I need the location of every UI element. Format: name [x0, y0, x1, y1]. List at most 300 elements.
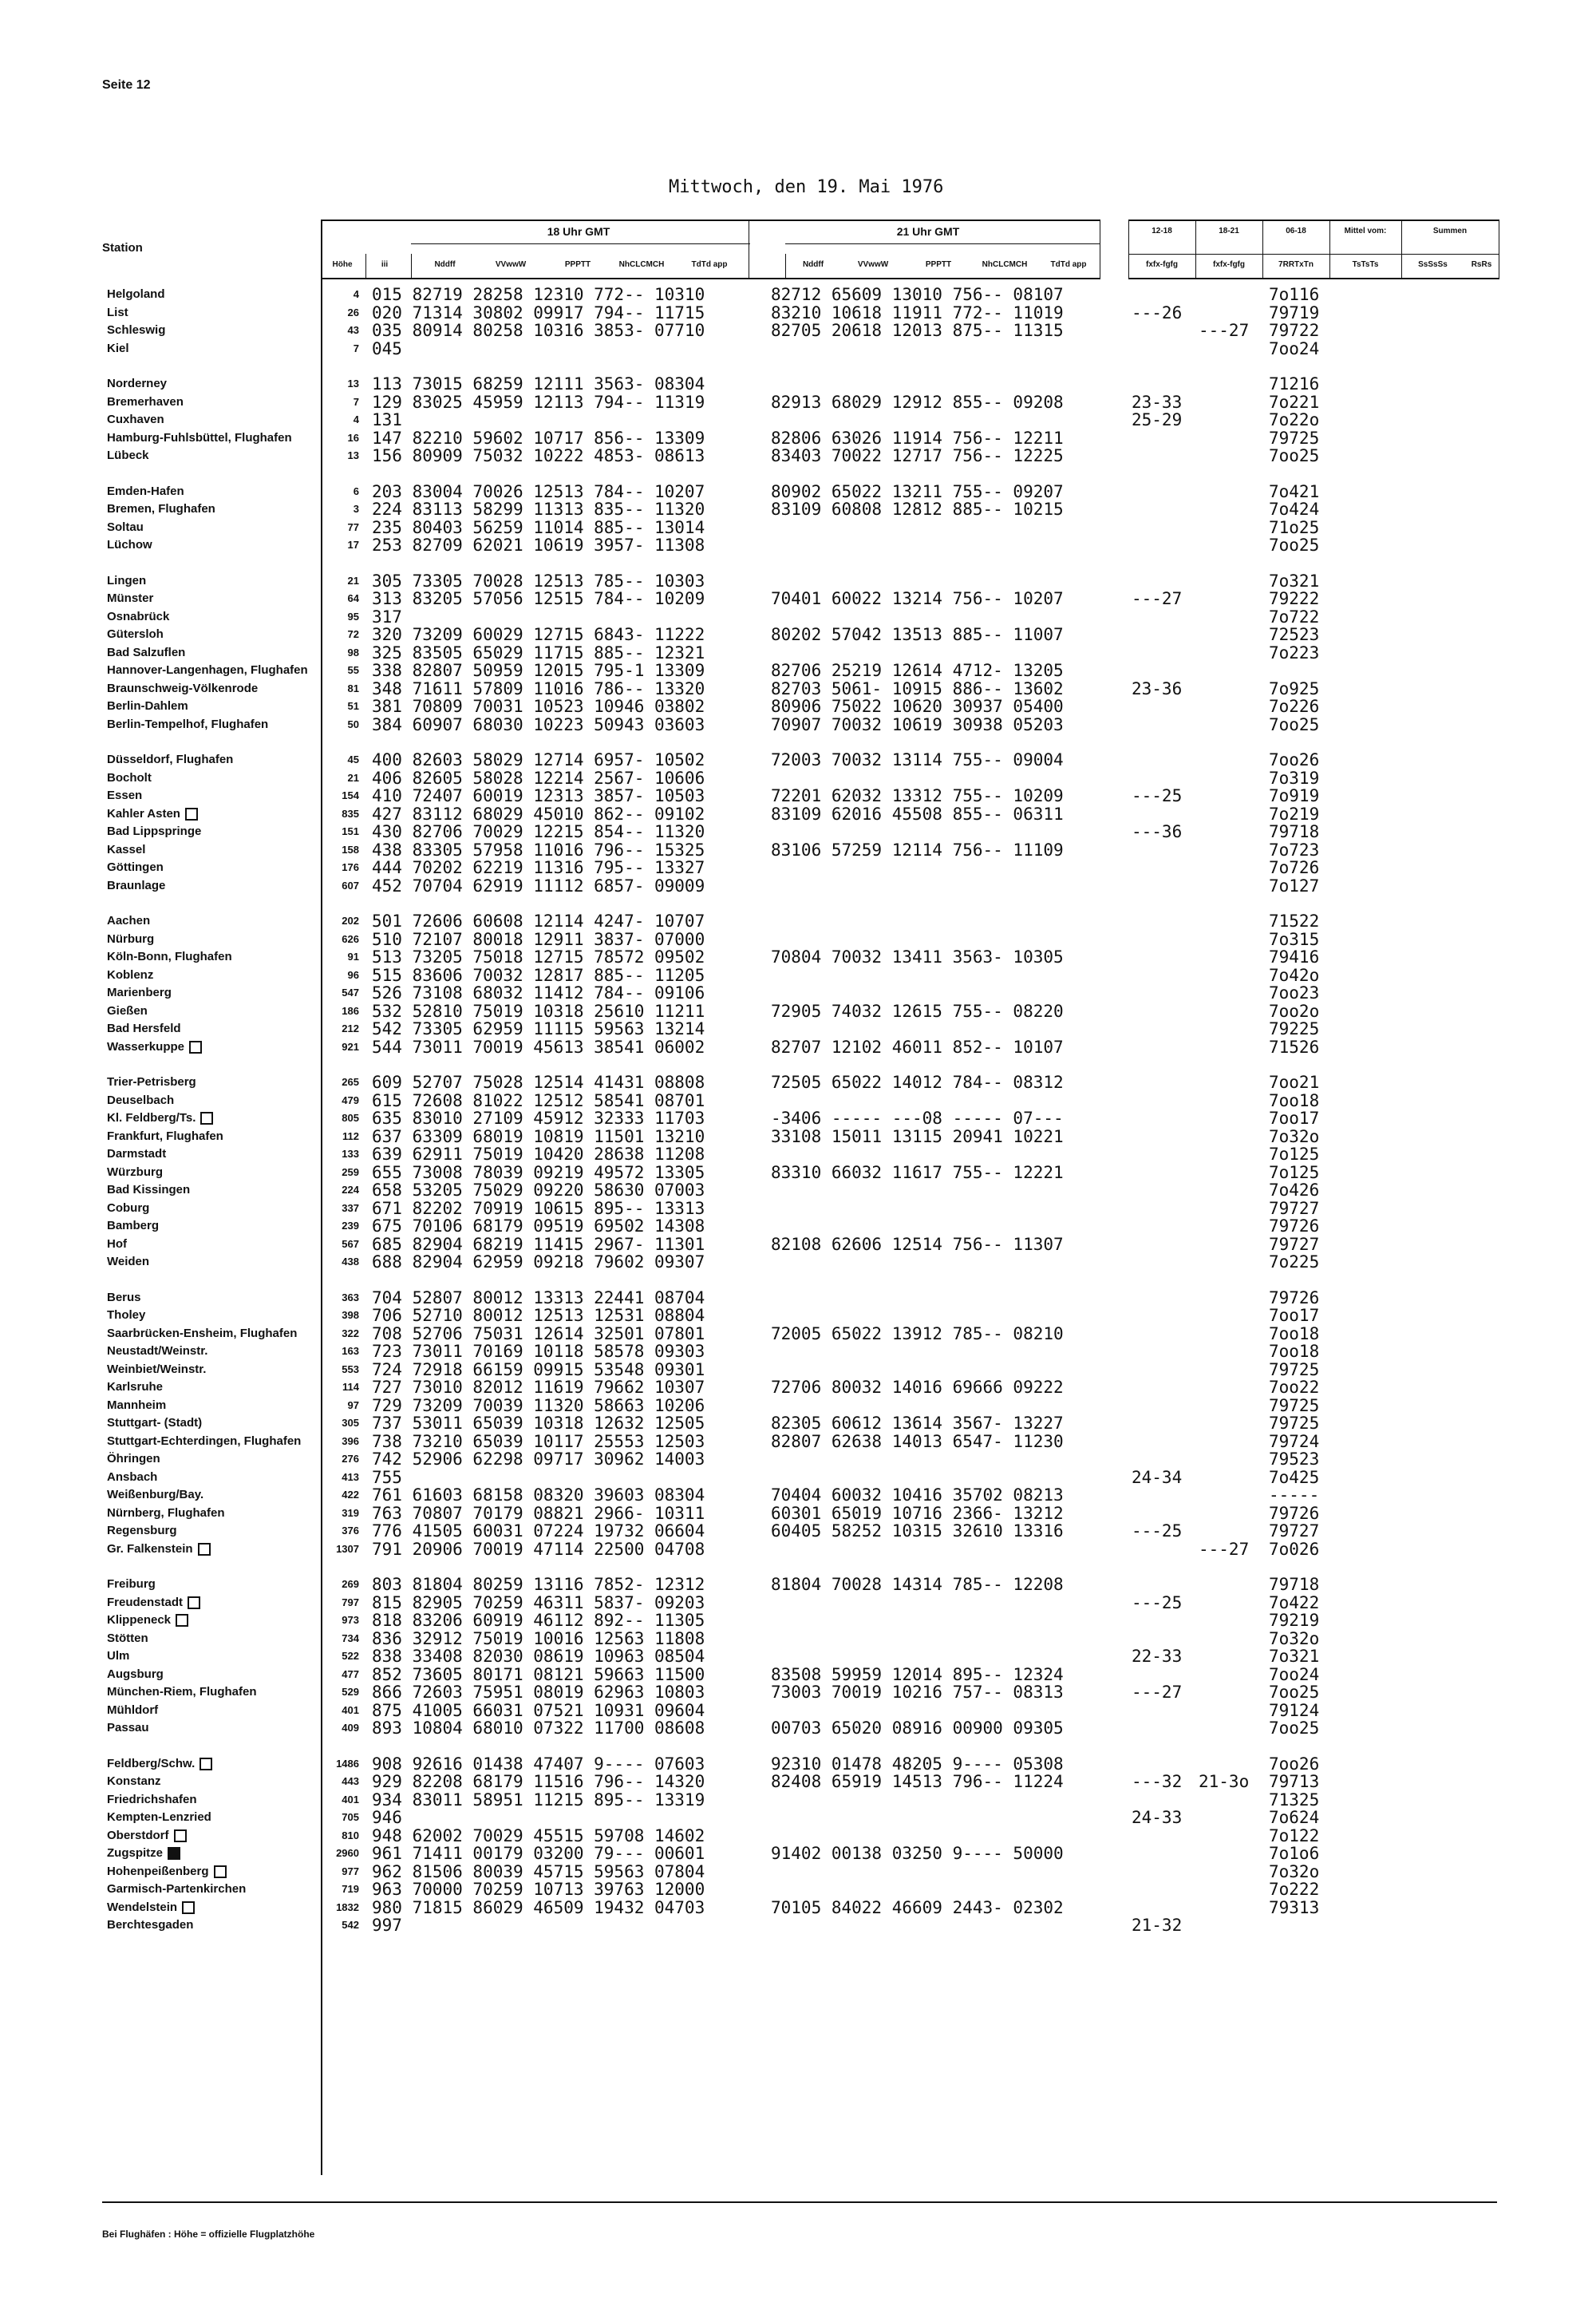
station-name-text: Lingen: [107, 573, 147, 587]
obs-18-gmt: 961 71411 00179 03200 79--- 00601: [372, 1844, 705, 1863]
station-height: 973: [342, 1614, 359, 1626]
obs-18-gmt: 156 80909 75032 10222 4853- 08613: [372, 446, 705, 465]
obs-18-gmt: 929 82208 68179 11516 796-- 14320: [372, 1772, 705, 1791]
rr-txtn: 7o421: [1269, 481, 1320, 501]
obs-18-gmt: 615 72608 81022 12512 58541 08701: [372, 1090, 705, 1110]
station-name: [107, 322, 165, 339]
station-height: 401: [342, 1703, 359, 1716]
obs-18-gmt: 763 70807 70179 08821 2966- 10311: [372, 1503, 705, 1523]
station-name-text: Bad Kissingen: [107, 1183, 191, 1196]
station-name-text: Hohenpeißenberg: [107, 1864, 209, 1878]
station-height: 376: [342, 1525, 359, 1537]
station-name: [107, 1414, 202, 1432]
station-name: [107, 1827, 187, 1845]
rr-txtn: 7o221: [1269, 392, 1320, 412]
rr-txtn: 71216: [1269, 374, 1320, 394]
fxfx-12-18: ---36: [1132, 822, 1183, 841]
station-name-text: Augsburg: [107, 1667, 164, 1681]
obs-18-gmt: 129 83025 45959 12113 794-- 11319: [372, 392, 705, 412]
station-height: 805: [342, 1112, 359, 1124]
station-height: 212: [342, 1022, 359, 1034]
station-name: [107, 1450, 160, 1468]
station-name: [107, 1719, 149, 1737]
station-name-text: Stötten: [107, 1631, 148, 1645]
station-height: 186: [342, 1004, 359, 1017]
header-extra-sub: TsTsTs: [1352, 260, 1379, 269]
station-name-text: Soltau: [107, 520, 144, 534]
obs-21-gmt: 72706 80032 14016 69666 09222: [771, 1378, 1064, 1397]
station-name-text: Wendelstein: [107, 1900, 178, 1914]
station-name-text: Göttingen: [107, 860, 164, 874]
station-name-text: Mannheim: [107, 1398, 167, 1412]
rr-txtn: 7o321: [1269, 571, 1320, 591]
station-name: [107, 1773, 161, 1790]
station-height: 276: [342, 1453, 359, 1465]
station-height: 202: [342, 915, 359, 927]
rr-txtn: 79124: [1269, 1700, 1320, 1720]
station-name: [107, 483, 184, 500]
station-name: [107, 500, 215, 518]
station-name-text: Kl. Feldberg/Ts.: [107, 1111, 196, 1125]
station-name: [107, 984, 172, 1002]
rr-txtn: 71o25: [1269, 517, 1320, 537]
rr-txtn: 79725: [1269, 428, 1320, 448]
station-name-text: Garmisch-Partenkirchen: [107, 1882, 247, 1896]
station-name-text: Öhringen: [107, 1452, 160, 1465]
station-name-text: Kahler Asten: [107, 806, 180, 821]
obs-18-gmt: 203 83004 70026 12513 784-- 10207: [372, 481, 705, 501]
station-name-text: Düsseldorf, Flughafen: [107, 753, 234, 766]
obs-18-gmt: 513 73205 75018 12715 78572 09502: [372, 947, 705, 967]
obs-18-gmt: 738 73210 65039 10117 25553 12503: [372, 1431, 705, 1451]
obs-18-gmt: 908 92616 01438 47407 9---- 07603: [372, 1754, 705, 1774]
station-height: 363: [342, 1291, 359, 1303]
rr-txtn: 7o919: [1269, 786, 1320, 805]
rr-txtn: 79725: [1269, 1395, 1320, 1415]
obs-21-gmt: 82712 65609 13010 756-- 08107: [771, 285, 1064, 304]
obs-21-gmt: 83310 66032 11617 755-- 12221: [771, 1162, 1064, 1182]
station-name: [107, 931, 154, 948]
station-height: 1832: [336, 1900, 359, 1913]
station-height: 77: [347, 520, 359, 533]
station-name: [107, 823, 201, 840]
obs-18-gmt: 438 83305 57958 11016 796-- 15325: [372, 840, 705, 860]
station-name: [107, 1916, 193, 1934]
station-marker-box: [198, 1543, 211, 1556]
rr-txtn: 7oo24: [1269, 338, 1320, 358]
fxfx-18-21: ---27: [1199, 321, 1250, 340]
rr-txtn: 7oo23: [1269, 983, 1320, 1003]
station-name-text: Deuselbach: [107, 1093, 175, 1107]
obs-18-gmt: 147 82210 59602 10717 856-- 13309: [372, 428, 705, 448]
station-name: [107, 1109, 213, 1127]
obs-18-gmt: 532 52810 75019 10318 25610 11211: [372, 1001, 705, 1021]
station-height: 734: [342, 1632, 359, 1644]
rr-txtn: 7o125: [1269, 1145, 1320, 1164]
obs-21-gmt: 00703 65020 08916 00900 09305: [771, 1719, 1064, 1738]
obs-18-gmt: 946: [372, 1808, 402, 1827]
obs-18-gmt: 706 52710 80012 12513 12531 08804: [372, 1306, 705, 1325]
obs-18-gmt: 320 73209 60029 12715 6843- 11222: [372, 625, 705, 644]
obs-21-gmt: 82706 25219 12614 4712- 13205: [771, 661, 1064, 680]
rr-txtn: -----: [1269, 1485, 1320, 1505]
fxfx-12-18: ---25: [1132, 786, 1183, 805]
obs-18-gmt: 305 73305 70028 12513 785-- 10303: [372, 571, 705, 591]
station-name-text: Cuxhaven: [107, 413, 164, 426]
obs-18-gmt: 637 63309 68019 10819 11501 13210: [372, 1126, 705, 1146]
obs-18-gmt: 444 70202 62219 11316 795-- 13327: [372, 858, 705, 877]
station-marker-box: [176, 1614, 188, 1627]
rr-txtn: 79713: [1269, 1772, 1320, 1791]
station-height: 64: [347, 592, 359, 604]
station-height: 50: [347, 718, 359, 730]
rr-txtn: 79222: [1269, 589, 1320, 608]
station-name-text: Mühldorf: [107, 1703, 159, 1717]
obs-18-gmt: 635 83010 27109 45912 32333 11703: [372, 1109, 705, 1128]
station-name-text: Weiden: [107, 1255, 150, 1268]
station-name: [107, 751, 233, 769]
station-name-text: Hof: [107, 1236, 127, 1251]
station-name-text: München-Riem, Flughafen: [107, 1685, 257, 1699]
station-name-text: Tholey: [107, 1308, 146, 1322]
obs-18-gmt: 224 83113 58299 11313 835-- 11320: [372, 500, 705, 519]
station-marker-box: [168, 1847, 180, 1860]
station-marker-box: [174, 1829, 187, 1842]
station-name: [107, 805, 198, 823]
station-height: 547: [342, 987, 359, 999]
obs-18-gmt: 803 81804 80259 13116 7852- 12312: [372, 1575, 705, 1594]
station-name: [107, 787, 142, 805]
obs-21-gmt: 60405 58252 10315 32610 13316: [771, 1521, 1064, 1541]
rr-txtn: 7o726: [1269, 858, 1320, 877]
station-name: [107, 1881, 246, 1898]
obs-21-gmt: 82703 5061- 10915 886-- 13602: [771, 678, 1064, 698]
station-name-text: Essen: [107, 789, 143, 802]
station-height: 322: [342, 1327, 359, 1339]
rr-txtn: 79523: [1269, 1450, 1320, 1469]
obs-18-gmt: 737 53011 65039 10318 12632 12505: [372, 1414, 705, 1433]
obs-18-gmt: 510 72107 80018 12911 3837- 07000: [372, 929, 705, 949]
rr-txtn: 7oo18: [1269, 1342, 1320, 1361]
station-name-text: Aachen: [107, 914, 151, 928]
obs-18-gmt: 384 60907 68030 10223 50943 03603: [372, 714, 705, 734]
rr-txtn: 7o624: [1269, 1808, 1320, 1827]
obs-21-gmt: 70804 70032 13411 3563- 10305: [771, 947, 1064, 967]
rr-txtn: 7o1o6: [1269, 1844, 1320, 1863]
station-height: 607: [342, 879, 359, 892]
station-name-text: Norderney: [107, 377, 168, 390]
station-marker-box: [200, 1112, 213, 1125]
header-extra-sub: 7RRTxTn: [1278, 260, 1314, 269]
station-name: [107, 1505, 225, 1522]
station-name-text: Gießen: [107, 1003, 148, 1018]
station-height: 81: [347, 682, 359, 694]
station-height: 43: [347, 324, 359, 336]
station-name-text: Berlin-Dahlem: [107, 699, 188, 713]
obs-18-gmt: 948 62002 70029 45515 59708 14602: [372, 1825, 705, 1845]
station-height: 151: [342, 825, 359, 837]
obs-18-gmt: 655 73008 78039 09219 49572 13305: [372, 1162, 705, 1182]
station-height: 337: [342, 1201, 359, 1214]
station-name-text: Wasserkuppe: [107, 1039, 184, 1054]
obs-21-gmt: 92310 01478 48205 9---- 05308: [771, 1754, 1064, 1774]
header-extra-top: 18-21: [1219, 227, 1239, 235]
obs-18-gmt: 542 73305 62959 11115 59563 13214: [372, 1019, 705, 1038]
station-name-text: Bocholt: [107, 770, 152, 785]
fxfx-12-18: 25-29: [1132, 410, 1183, 429]
station-height: 163: [342, 1345, 359, 1357]
station-name-text: Kempten-Lenzried: [107, 1810, 211, 1824]
rr-txtn: 79225: [1269, 1019, 1320, 1038]
rr-txtn: 7oo25: [1269, 1719, 1320, 1738]
header-21-col: TdTd app: [1050, 260, 1087, 269]
station-name: [107, 1486, 203, 1504]
station-name-text: Weißenburg/Bay.: [107, 1488, 204, 1501]
header-extra-top: Summen: [1432, 227, 1468, 235]
station-name-text: Würzburg: [107, 1165, 163, 1179]
obs-21-gmt: 72201 62032 13312 755-- 10209: [771, 786, 1064, 805]
station-name: [107, 1361, 206, 1378]
obs-18-gmt: 675 70106 68179 09519 69502 14308: [372, 1216, 705, 1236]
obs-18-gmt: 430 82706 70029 12215 854-- 11320: [372, 822, 705, 841]
obs-18-gmt: 400 82603 58029 12714 6957- 10502: [372, 750, 705, 769]
station-marker-box: [189, 1041, 202, 1054]
station-name-text: Nürburg: [107, 931, 155, 946]
obs-21-gmt: 83109 60808 12812 885-- 10215: [771, 500, 1064, 519]
station-name-text: Ansbach: [107, 1469, 158, 1484]
station-name-text: Bad Salzuflen: [107, 645, 186, 659]
obs-18-gmt: 501 72606 60608 12114 4247- 10707: [372, 912, 705, 931]
header-extra-top: 06-18: [1286, 227, 1306, 235]
station-name-text: Stuttgart- (Stadt): [107, 1416, 203, 1430]
station-name-text: Bamberg: [107, 1219, 160, 1232]
rr-txtn: 7o722: [1269, 607, 1320, 627]
station-name: [107, 912, 150, 930]
station-name: [107, 1343, 207, 1360]
station-name: [107, 1755, 212, 1773]
rr-txtn: 7o226: [1269, 697, 1320, 716]
obs-21-gmt: 70401 60022 13214 756-- 10207: [771, 589, 1064, 608]
station-name-text: Berus: [107, 1290, 141, 1304]
station-height: 259: [342, 1165, 359, 1178]
rr-txtn: 7oo25: [1269, 1683, 1320, 1702]
obs-18-gmt: 410 72407 60019 12313 3857- 10503: [372, 786, 705, 805]
obs-21-gmt: 81804 70028 14314 785-- 12208: [771, 1575, 1064, 1594]
station-height: 17: [347, 539, 359, 551]
station-name-text: Konstanz: [107, 1774, 161, 1788]
obs-18-gmt: 685 82904 68219 11415 2967- 11301: [372, 1234, 705, 1254]
obs-18-gmt: 544 73011 70019 45613 38541 06002: [372, 1037, 705, 1057]
station-name: [107, 608, 169, 626]
station-marker-box: [214, 1865, 227, 1878]
rr-txtn: 7o32o: [1269, 1628, 1320, 1648]
station-height: 921: [342, 1040, 359, 1053]
station-name-text: Kassel: [107, 842, 146, 856]
obs-18-gmt: 253 82709 62021 10619 3957- 11308: [372, 536, 705, 555]
station-name-text: Hannover-Langenhagen, Flughafen: [107, 663, 308, 677]
station-height: 45: [347, 753, 359, 765]
header-hoehe: Höhe: [332, 260, 353, 269]
rr-txtn: 7o219: [1269, 804, 1320, 824]
obs-21-gmt: 91402 00138 03250 9---- 50000: [771, 1844, 1064, 1863]
fxfx-12-18: 23-33: [1132, 392, 1183, 412]
station-height: 51: [347, 700, 359, 712]
rr-txtn: 79727: [1269, 1234, 1320, 1254]
header-21-col: PPPTT: [925, 260, 952, 269]
obs-21-gmt: 83210 10618 11911 772-- 11019: [771, 303, 1064, 322]
station-name: [107, 1433, 301, 1450]
station-height: 154: [342, 789, 359, 801]
obs-18-gmt: 852 73605 80171 08121 59663 11500: [372, 1664, 705, 1684]
station-name-text: Freiburg: [107, 1577, 156, 1591]
rr-txtn: 7o424: [1269, 500, 1320, 519]
fxfx-12-18: ---25: [1132, 1592, 1183, 1612]
station-name: [107, 1181, 190, 1199]
station-name: [107, 1092, 174, 1109]
station-name: [107, 1647, 129, 1665]
rr-txtn: 7oo26: [1269, 1754, 1320, 1774]
rr-txtn: 7oo17: [1269, 1109, 1320, 1128]
station-height: 401: [342, 1793, 359, 1806]
obs-21-gmt: 82707 12102 46011 852-- 10107: [771, 1037, 1064, 1057]
obs-18-gmt: 727 73010 82012 11619 79662 10307: [372, 1378, 705, 1397]
obs-18-gmt: 035 80914 80258 10316 3853- 07710: [372, 321, 705, 340]
bottom-rule: [102, 2201, 1497, 2203]
station-name-text: Osnabrück: [107, 609, 170, 623]
obs-18-gmt: 348 71611 57809 11016 786-- 13320: [372, 678, 705, 698]
page-label: Seite 12: [102, 78, 151, 92]
station-name: [107, 662, 308, 679]
station-name-text: Gr. Falkenstein: [107, 1541, 193, 1556]
header-iii: iii: [381, 260, 389, 269]
obs-21-gmt: 82806 63026 11914 756-- 12211: [771, 428, 1064, 448]
station-height: 396: [342, 1434, 359, 1447]
station-height: 719: [342, 1883, 359, 1895]
rr-txtn: 7o321: [1269, 1647, 1320, 1666]
station-height: 977: [342, 1865, 359, 1877]
rr-txtn: 79719: [1269, 303, 1320, 322]
station-height: 72: [347, 628, 359, 640]
obs-21-gmt: 72005 65022 13912 785-- 08210: [771, 1323, 1064, 1343]
station-name-text: Lüchow: [107, 538, 152, 552]
station-name: [107, 680, 258, 698]
obs-18-gmt: 875 41005 66031 07521 10931 09604: [372, 1700, 705, 1720]
station-height: 13: [347, 449, 359, 461]
header-21-gmt: 21 Uhr GMT: [896, 225, 960, 238]
station-name: [107, 1397, 166, 1414]
rr-txtn: 79727: [1269, 1198, 1320, 1218]
station-name-text: Emden-Hafen: [107, 484, 184, 498]
station-name-text: Neustadt/Weinstr.: [107, 1344, 208, 1358]
obs-21-gmt: 70404 60032 10416 35702 08213: [771, 1485, 1064, 1505]
station-height: 55: [347, 664, 359, 676]
station-height: 398: [342, 1309, 359, 1321]
station-name: [107, 1003, 148, 1020]
fxfx-12-18: ---27: [1132, 589, 1183, 608]
rr-txtn: 7oo18: [1269, 1090, 1320, 1110]
station-height: 438: [342, 1256, 359, 1268]
page-title: Mittwoch, den 19. Mai 1976: [669, 177, 944, 197]
station-name: [107, 304, 128, 322]
obs-21-gmt: 80902 65022 13211 755-- 09207: [771, 481, 1064, 501]
obs-21-gmt: 82705 20618 12013 875-- 11315: [771, 321, 1064, 340]
station-name: [107, 769, 152, 787]
rr-txtn: 79727: [1269, 1521, 1320, 1541]
station-height: 21: [347, 574, 359, 587]
header-18-col: TdTd app: [691, 260, 728, 269]
obs-18-gmt: 045: [372, 338, 402, 358]
obs-18-gmt: 836 32912 75019 10016 12563 11808: [372, 1628, 705, 1648]
header-extra-top: 12-18: [1152, 227, 1172, 235]
rr-txtn: 7o422: [1269, 1592, 1320, 1612]
station-name: [107, 1522, 177, 1540]
station-height: 239: [342, 1220, 359, 1232]
rr-txtn: 7o315: [1269, 929, 1320, 949]
rr-txtn: 79722: [1269, 321, 1320, 340]
station-height: 567: [342, 1237, 359, 1250]
fxfx-12-18: 21-32: [1132, 1916, 1183, 1935]
obs-18-gmt: 609 52707 75028 12514 41431 08808: [372, 1073, 705, 1092]
rr-txtn: 79725: [1269, 1414, 1320, 1433]
header-extra-sub: fxfx-fgfg: [1213, 260, 1245, 269]
station-name: [107, 1612, 188, 1629]
station-height: 26: [347, 306, 359, 318]
station-height: 529: [342, 1686, 359, 1698]
station-name-text: Braunschweig-Völkenrode: [107, 681, 259, 695]
obs-18-gmt: 838 33408 82030 08619 10963 08504: [372, 1647, 705, 1666]
station-name: [107, 1236, 127, 1253]
header-18-gmt: 18 Uhr GMT: [547, 225, 610, 238]
station-name-text: Saarbrücken-Ensheim, Flughafen: [107, 1326, 298, 1340]
rr-txtn: 7o116: [1269, 285, 1320, 304]
station-name: [107, 1378, 163, 1396]
obs-21-gmt: 70907 70032 10619 30938 05203: [771, 714, 1064, 734]
station-name-text: Koblenz: [107, 967, 154, 982]
fxfx-12-18: 22-33: [1132, 1647, 1183, 1666]
station-name-text: Trier-Petrisberg: [107, 1075, 196, 1089]
rr-txtn: 7o223: [1269, 643, 1320, 663]
rr-txtn: 7o222: [1269, 1880, 1320, 1899]
obs-21-gmt: 73003 70019 10216 757-- 08313: [771, 1683, 1064, 1702]
rr-txtn: 7oo17: [1269, 1306, 1320, 1325]
obs-21-gmt: 83508 59959 12014 895-- 12324: [771, 1664, 1064, 1684]
header-21-col: VVwwW: [857, 260, 889, 269]
obs-21-gmt: 72905 74032 12615 755-- 08220: [771, 1001, 1064, 1021]
station-name-text: Helgoland: [107, 287, 165, 301]
station-name: [107, 1217, 159, 1235]
station-name-text: Kiel: [107, 341, 129, 355]
station-name: [107, 1845, 180, 1862]
rr-txtn: 71522: [1269, 912, 1320, 931]
obs-18-gmt: 723 73011 70169 10118 58578 09303: [372, 1342, 705, 1361]
station-name: [107, 1791, 197, 1809]
obs-18-gmt: 704 52807 80012 13313 22441 08704: [372, 1287, 705, 1307]
rr-txtn: 7o32o: [1269, 1126, 1320, 1146]
obs-18-gmt: 963 70000 70259 10713 39763 12000: [372, 1880, 705, 1899]
obs-18-gmt: 325 83505 65029 11715 885-- 12321: [372, 643, 705, 663]
header-extra-sub: RsRs: [1471, 260, 1492, 269]
obs-18-gmt: 776 41505 60031 07224 19732 06604: [372, 1521, 705, 1541]
obs-18-gmt: 729 73209 70039 11320 58663 10206: [372, 1395, 705, 1415]
station-height: 96: [347, 968, 359, 981]
obs-21-gmt: 83403 70022 12717 756-- 12225: [771, 446, 1064, 465]
header-18-col: Nddff: [434, 260, 456, 269]
station-height: 6: [353, 485, 359, 497]
fxfx-12-18: 23-36: [1132, 678, 1183, 698]
station-name: [107, 1145, 166, 1163]
obs-21-gmt: -3406 ----- ---08 ----- 07---: [771, 1109, 1064, 1128]
rr-txtn: 7oo25: [1269, 536, 1320, 555]
